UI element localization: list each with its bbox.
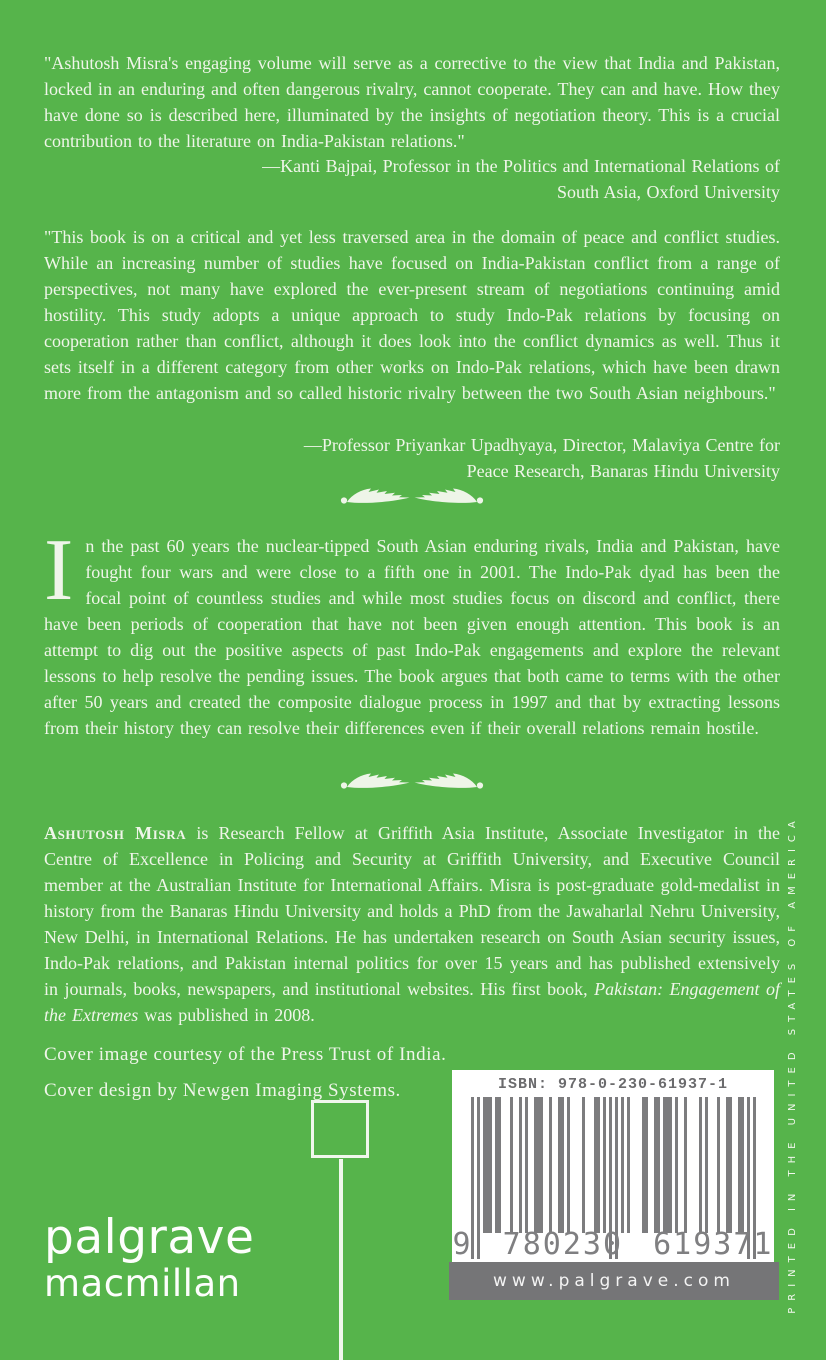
barcode-space [687, 1097, 699, 1233]
publisher-logo-macmillan: macmillan [44, 1262, 241, 1305]
fold-mark-line [339, 1159, 343, 1360]
printed-in-note: PRINTED IN THE UNITED STATES OF AMERICA [787, 814, 798, 1314]
author-bio-section [44, 820, 780, 1028]
barcode-space [630, 1097, 642, 1233]
endorsement-attribution-1 [44, 153, 780, 205]
barcode-space [570, 1097, 582, 1233]
endorsement-quote-2-text: "This book is on a critical and yet less traversed area in the domain of peace and conflict studies. While an increasing number of studies have focused on India-Pakistan conflict from a range of perspectives, not many have explored the ever-present stream of negotiations continuing amid hostility. This study adopts a unique approach to study Indo-Pak relations by focusing on cooperation rather than conflict, although it does look into the conflict dynamics as well. Thus it sets itself in a different category from other works on Indo-Pak relations, which have been drawn more from the antagonism and so called historic rivalry between the two South Asian neighbours." [44, 227, 780, 403]
endorsement-quote-1-text: "Ashutosh Misra's engaging volume will serve as a corrective to the view that India and Pakistan, locked in an enduring and often dangerous rivalry, cannot cooperate. They can and have. How they have done so is described here, illuminated by the insights of negotiation theory. This is a crucial contribution to the literature on India-Pakistan relations." [44, 53, 780, 151]
endorsement-attribution-2 [44, 432, 780, 484]
attribution-2-line-1: —Professor Priyankar Upadhyaya, Director, Malaviya Centre for [303, 435, 780, 455]
barcode-bar [663, 1097, 672, 1233]
author-name: Ashutosh Misra [44, 823, 187, 843]
cover-image-credit: Cover image courtesy of the Press Trust of India. [44, 1044, 447, 1065]
barcode-space [585, 1097, 594, 1233]
synopsis-section [44, 522, 780, 741]
barcode-space [501, 1097, 510, 1233]
endorsement-quote-1-section [44, 50, 780, 154]
barcode-panel [452, 1070, 774, 1262]
publisher-website: www.palgrave.com [493, 1271, 735, 1291]
publisher-logo [44, 1212, 254, 1304]
attribution-1-line-2: South Asia, Oxford University [557, 182, 780, 202]
flourish-divider-bottom [44, 769, 780, 797]
attribution-1-line-1: —Kanti Bajpai, Professor in the Politics and International Relations of [262, 156, 780, 176]
synopsis-text: n the past 60 years the nuclear-tipped South Asian enduring rivals, India and Pakistan, have fought four wars and were close to a fifth one in 2001. The Indo-Pak dyad has been the focal point of countless studies and while most studies focus on discord and conflict, there have been periods of cooperation that have not been given enough attention. This book is an attempt to dig out the positive aspects of past Indo-Pak engagements and explore the relevant lessons to help resolve the pending issues. The book argues that both came to terms with the other after 50 years and created the composite dialogue process in 1997 and that by extracting lessons from their history they can resolve their differences even if their overall relations remain hostile. [44, 536, 780, 738]
synopsis-paragraph [44, 522, 780, 741]
barcode-digits: 9 780230 619371 [452, 1227, 774, 1262]
drop-cap: I [44, 522, 74, 619]
fold-mark-square [311, 1100, 369, 1158]
cover-design-credit: Cover design by Newgen Imaging Systems. [44, 1080, 401, 1101]
barcode-bar [534, 1097, 543, 1233]
attribution-2-line-2: Peace Research, Banaras Hindu University [466, 461, 780, 481]
bio-text-before: is Research Fellow at Griffith Asia Institute, Associate Investigator in the Centre of Excellence in Policing and Security at Griffith University, and Executive Council member at the Australian Institute for International Affairs. Misra is post-graduate gold-medalist in history from the Banaras Hindu University and holds a PhD from the Jawaharlal Nehru University, New Delhi, in International Relations. He has undertaken research on South Asian security issues, Indo-Pak relations, and Pakistan internal politics for over 15 years and has published extensively in journals, books, newspapers, and institutional websites. His first book, [44, 823, 781, 999]
bio-text-after: was published in 2008. [138, 1005, 315, 1025]
publisher-logo-palgrave: palgrave [44, 1210, 255, 1265]
bio-book-title: Pakistan: Engagement of the Extremes [44, 979, 780, 1025]
author-bio-paragraph [44, 820, 780, 1028]
flourish-icon [337, 484, 487, 512]
flourish-icon [337, 769, 487, 797]
barcode-bar [483, 1097, 492, 1233]
flourish-divider-top [44, 484, 780, 512]
isbn-label: ISBN: 978-0-230-61937-1 [497, 1076, 729, 1093]
publisher-website-band [449, 1262, 779, 1300]
barcode-space [708, 1097, 717, 1233]
endorsement-quote-2-section [44, 224, 780, 406]
